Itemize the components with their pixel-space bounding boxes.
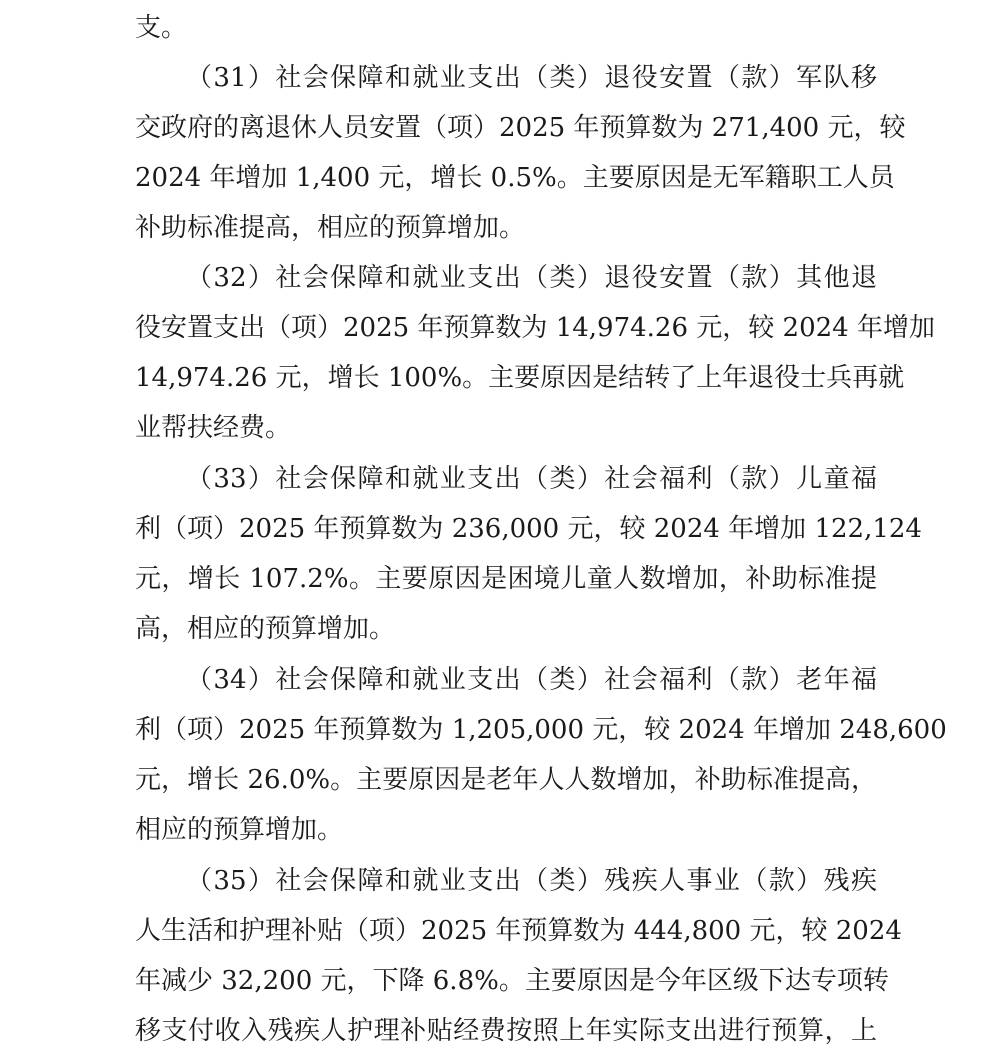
text-line: 14,974.26 元，增长 100%。主要原因是结转了上年退役士兵再就 bbox=[135, 363, 905, 393]
text-line: 人生活和护理补贴（项）2025 年预算数为 444,800 元，较 2024 bbox=[135, 916, 902, 946]
text-line: （34）社会保障和就业支出（类）社会福利（款）老年福 bbox=[186, 665, 877, 695]
text-line: 利（项）2025 年预算数为 1,205,000 元，较 2024 年增加 248,600 bbox=[135, 715, 947, 745]
text-line: （35）社会保障和就业支出（类）残疾人事业（款）残疾 bbox=[186, 866, 877, 896]
text-line: 元，增长 26.0%。主要原因是老年人人数增加，补助标准提高， bbox=[135, 765, 877, 795]
text-line: （32）社会保障和就业支出（类）退役安置（款）其他退 bbox=[186, 263, 877, 293]
text-line: 元，增长 107.2%。主要原因是困境儿童人数增加，补助标准提 bbox=[135, 564, 877, 594]
text-line: 2024 年增加 1,400 元，增长 0.5%。主要原因是无军籍职工人员 bbox=[135, 163, 895, 193]
text-line: 利（项）2025 年预算数为 236,000 元，较 2024 年增加 122,124 bbox=[135, 514, 922, 544]
text-line: 业帮扶经费。 bbox=[135, 413, 292, 443]
text-line: 年减少 32,200 元，下降 6.8%。主要原因是今年区级下达专项转 bbox=[135, 966, 889, 996]
text-line: 交政府的离退休人员安置（项）2025 年预算数为 271,400 元，较 bbox=[135, 113, 906, 143]
text-line: （33）社会保障和就业支出（类）社会福利（款）儿童福 bbox=[186, 464, 877, 494]
text-line: 高，相应的预算增加。 bbox=[135, 614, 396, 644]
text-line: （31）社会保障和就业支出（类）退役安置（款）军队移 bbox=[186, 63, 877, 93]
text-line: 补助标准提高，相应的预算增加。 bbox=[135, 213, 526, 243]
text-line: 移支付收入残疾人护理补贴经费按照上年实际支出进行预算，上 bbox=[135, 1016, 877, 1046]
text-line: 役安置支出（项）2025 年预算数为 14,974.26 元，较 2024 年增加 bbox=[135, 313, 935, 343]
text-line: 相应的预算增加。 bbox=[135, 815, 344, 845]
text-line: 支。 bbox=[135, 13, 188, 43]
